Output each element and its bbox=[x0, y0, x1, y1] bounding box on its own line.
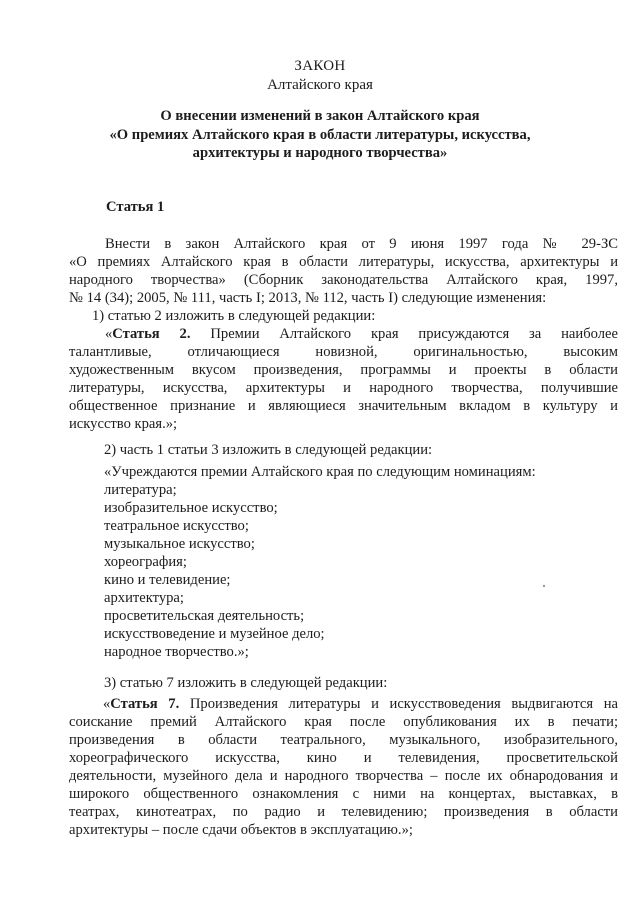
article-7-line-1-rest: Произведения литературы и искусствоведения выдвигаются на bbox=[179, 696, 618, 712]
article-2-line-3: художественным вкусом произведения, программы и проекты в области bbox=[69, 362, 618, 378]
nomination-item: архитектура; bbox=[104, 590, 184, 606]
article-7-line-2: соискание премий Алтайского края после опубликования их в печати; bbox=[69, 714, 618, 730]
nomination-item: литература; bbox=[104, 482, 177, 498]
article-2-line-1-rest: Премии Алтайского края присуждаются за наиболее bbox=[190, 326, 618, 342]
item-1-text: 1) статью 2 изложить в следующей редакции: bbox=[92, 308, 376, 324]
article-2-line-2: талантливые, отличающиеся новизной, оригинальностью, высоким bbox=[69, 344, 618, 360]
article-2-label: Статья 2. bbox=[112, 326, 191, 342]
item-2-text: 2) часть 1 статьи 3 изложить в следующей редакции: bbox=[104, 442, 433, 458]
quote-open: « bbox=[105, 326, 113, 342]
article-2-line-6: искусство края.»; bbox=[69, 416, 178, 432]
article-7-line-1 bbox=[69, 695, 618, 713]
nomination-item: просветительская деятельность; bbox=[104, 608, 305, 624]
nomination-item: хореография; bbox=[104, 554, 187, 570]
article-1-heading: Статья 1 bbox=[106, 199, 165, 215]
item-3-text: 3) статью 7 изложить в следующей редакции: bbox=[104, 675, 388, 691]
intro-line-2: «О премиях Алтайского края в области литературы, искусства, архитектуры и bbox=[69, 254, 618, 270]
article-2-line-1 bbox=[69, 325, 618, 343]
title-line-2: «О премиях Алтайского края в области литературы, искусства, bbox=[109, 126, 531, 143]
nomination-item: изобразительное искусство; bbox=[104, 500, 278, 516]
quote-open: « bbox=[103, 696, 111, 712]
article-7-label: Статья 7. bbox=[110, 696, 180, 712]
article-7-line-5: деятельности, музейного дела и народного творчества – после их обнародования и bbox=[69, 768, 618, 784]
title-line-3: архитектуры и народного творчества» bbox=[192, 145, 448, 161]
title-line-1: О внесении изменений в закон Алтайского края bbox=[160, 108, 480, 124]
scan-speck bbox=[543, 585, 545, 587]
nominations-intro: «Учреждаются премии Алтайского края по следующим номинациям: bbox=[104, 464, 536, 480]
item-2-block bbox=[69, 441, 618, 459]
nomination-item: народное творчество.»; bbox=[104, 644, 249, 660]
intro-line-4: № 14 (34); 2005, № 111, часть I; 2013, № 112, часть I) следующие изменения: bbox=[69, 290, 547, 306]
article-7-line-7: театрах, кинотеатрах, по радио и телевидению; произведения в области bbox=[69, 804, 618, 820]
document-title bbox=[60, 107, 580, 163]
article-7-line-6: широкого общественного ознакомления с ними на концертах, выставках, в bbox=[69, 786, 618, 802]
region-label: Алтайского края bbox=[267, 77, 373, 93]
article-7-line-4: хореографического искусства, кино и телевидения, просветительской bbox=[69, 750, 618, 766]
nominations-list bbox=[104, 463, 536, 661]
document-header bbox=[0, 57, 640, 95]
item-3-block bbox=[69, 674, 618, 692]
article-1-intro bbox=[69, 235, 618, 325]
nomination-item: музыкальное искусство; bbox=[104, 536, 255, 552]
article-2-line-4: литературы, искусства, архитектуры и народного творчества, получившие bbox=[69, 380, 618, 396]
nomination-item: искусствоведение и музейное дело; bbox=[104, 626, 325, 642]
article-7-line-8: архитектуры – после сдачи объектов в эксплуатацию.»; bbox=[69, 822, 413, 838]
nomination-item: театральное искусство; bbox=[104, 518, 249, 534]
article-2-quote bbox=[69, 325, 618, 433]
law-label: ЗАКОН bbox=[294, 58, 346, 74]
article-2-line-5: общественное признание и являющиеся значительным вкладом в культуру и bbox=[69, 398, 618, 414]
intro-line-1: Внести в закон Алтайского края от 9 июня 1997 года № 29-ЗС bbox=[105, 236, 618, 252]
intro-line-3: народного творчества» (Сборник законодательства Алтайского края, 1997, bbox=[69, 272, 618, 288]
nomination-item: кино и телевидение; bbox=[104, 572, 231, 588]
article-7-quote bbox=[69, 695, 618, 839]
article-7-line-3: произведения в области театрального, музыкального, изобразительного, bbox=[69, 732, 618, 748]
